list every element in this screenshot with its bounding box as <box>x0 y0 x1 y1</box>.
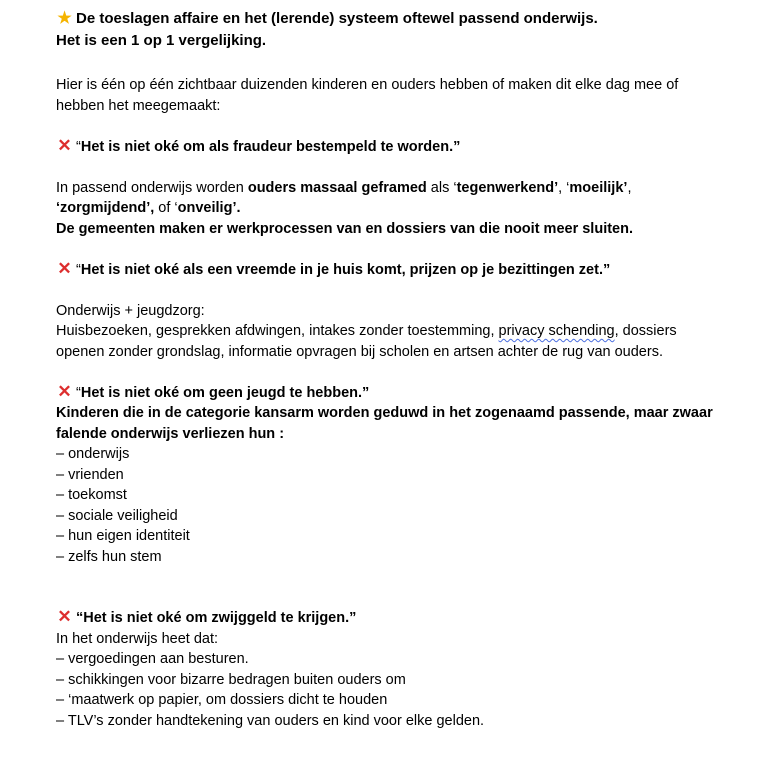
fraud-heading: ✕ “Het is niet oké om als fraudeur bestempeld te worden.” <box>57 135 461 155</box>
youth-heading: ✕ “Het is niet oké om geen jeugd te hebben.” <box>57 381 370 401</box>
document-body <box>56 8 720 731</box>
list-item: – ‘maatwerk op papier, om dossiers dicht te houden <box>56 692 388 708</box>
list-item: – zelfs hun stem <box>56 548 162 565</box>
list-item: – TLV’s zonder handtekening van ouders en kind voor elke gelden. <box>56 712 485 729</box>
document-title: ★ De toeslagen affaire en het (lerende) systeem oftewel passend onderwijs. Het is een 1 op 1 vergelijking. <box>56 10 598 49</box>
list-item: – vrienden <box>56 466 124 483</box>
list-item: – sociale veiligheid <box>56 507 178 524</box>
stranger-heading: ✕ “Het is niet oké als een vreemde in je huis komt, prijzen op je bezittingen zet.” <box>57 258 611 278</box>
star-icon: ★ <box>57 10 72 27</box>
fraud-conclusion: De gemeenten maken er werkprocessen van en dossiers van die nooit meer sluiten. <box>56 220 633 237</box>
cross-mark-icon: ✕ <box>57 381 72 401</box>
cross-mark-icon: ✕ <box>57 607 72 626</box>
list-item: – vergoedingen aan besturen. <box>56 651 249 667</box>
stranger-paragraph: Huisbezoeken, gesprekken afdwingen, intakes zonder toestemming, privacy schending, dossiers openen zonder grondslag, informatie opvragen bij scholen en artsen achter de rug van ouders. <box>56 323 677 360</box>
fraud-paragraph: In passend onderwijs worden ouders massaal geframed als ‘tegenwerkend’, ‘moeilijk’, ‘zorgmijdend’, of ‘onveilig’. <box>56 179 632 216</box>
list-item: – hun eigen identiteit <box>56 528 190 544</box>
spellcheck-underlined-text: privacy schending <box>498 323 615 339</box>
list-item: – schikkingen voor bizarre bedragen buiten ouders om <box>56 671 406 688</box>
youth-bold-line: Kinderen die in de categorie kansarm worden geduwd in het zogenaamd passende, maar zwaar falende onderwijs verliezen hun : <box>56 405 713 442</box>
intro-paragraph: Hier is één op één zichtbaar duizenden kinderen en ouders hebben of maken dit elke dag mee of hebben het meegemaakt: <box>56 77 679 114</box>
cross-mark-icon: ✕ <box>57 258 72 278</box>
list-item: – onderwijs <box>56 446 130 462</box>
cross-mark-icon: ✕ <box>57 135 72 155</box>
hush-subheading: In het onderwijs heet dat: <box>56 630 219 647</box>
stranger-subheading: Onderwijs + jeugdzorg: <box>56 302 205 319</box>
hush-heading: ✕ “Het is niet oké om zwijggeld te krijgen.” <box>57 607 357 626</box>
list-item: – toekomst <box>56 487 127 503</box>
